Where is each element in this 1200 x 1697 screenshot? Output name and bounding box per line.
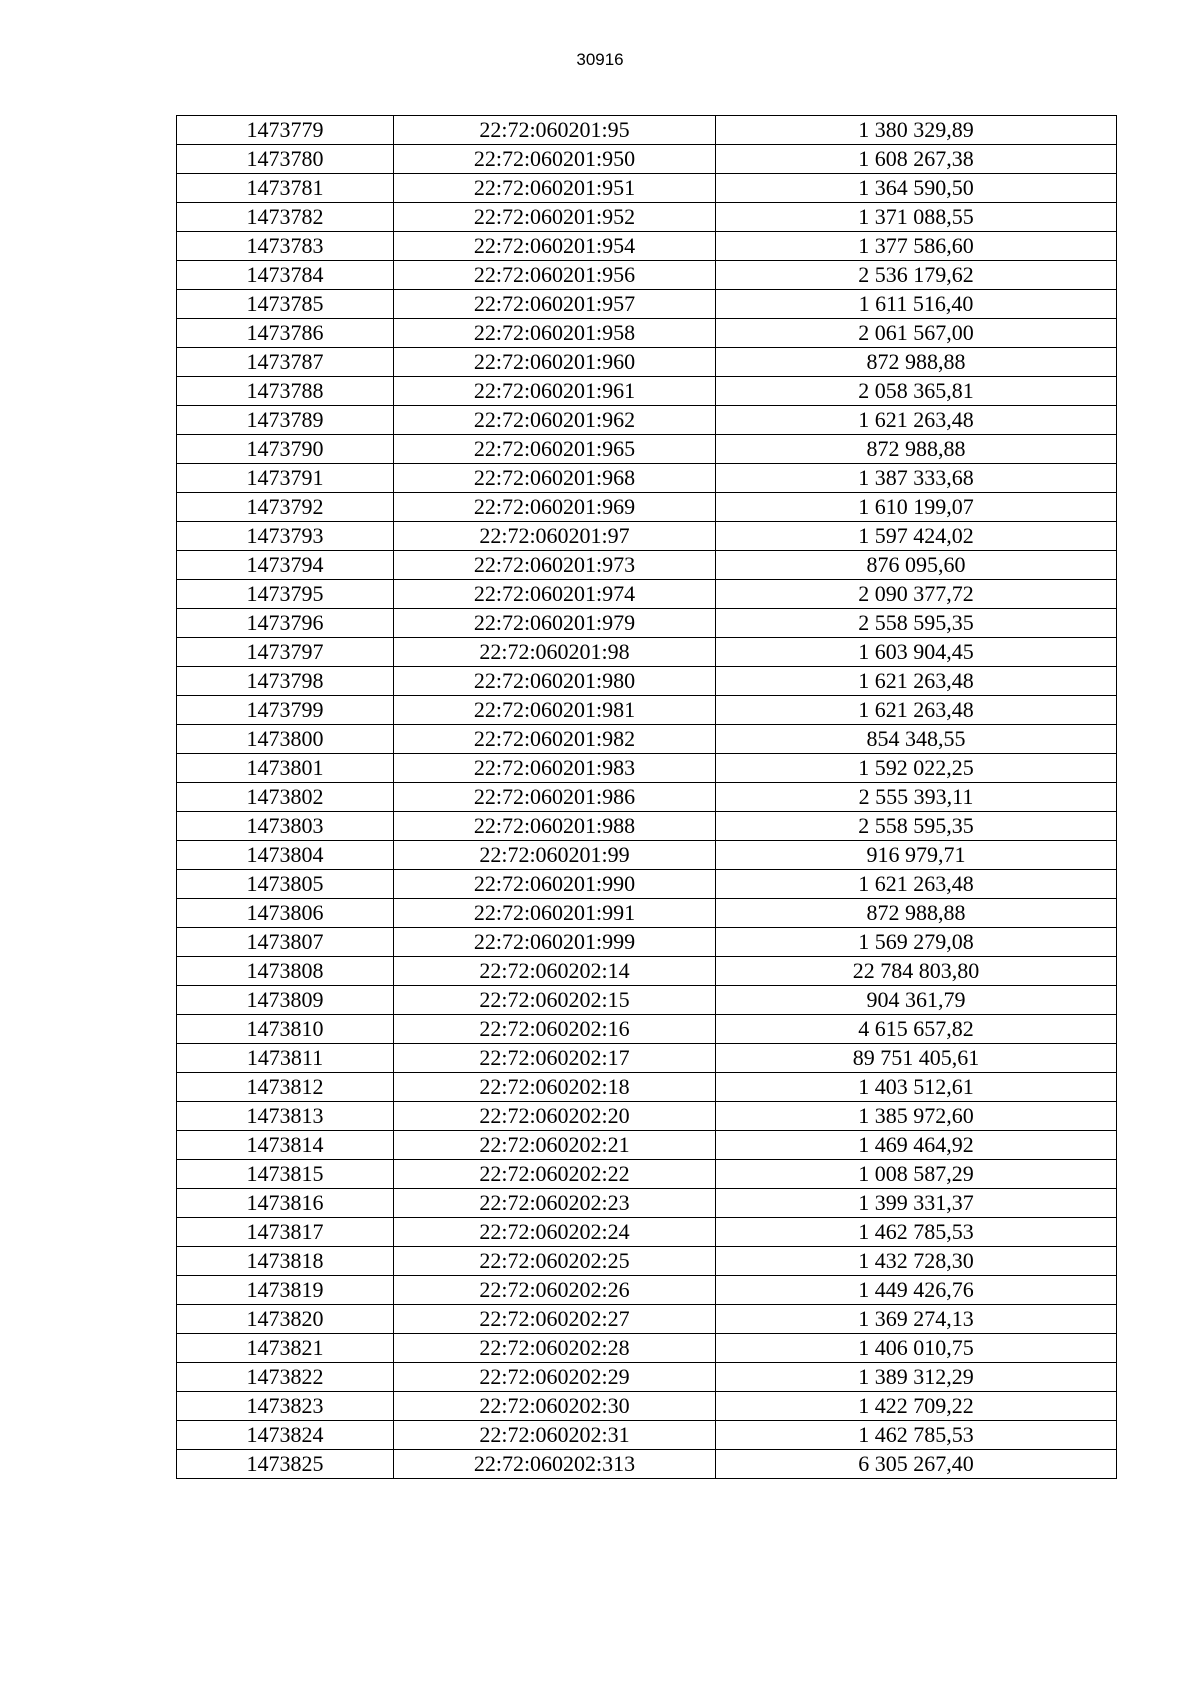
- table-row: [177, 493, 1117, 522]
- cadastral-number-cell: 22:72:060202:21: [394, 1131, 716, 1160]
- row-number-cell: 1473793: [177, 522, 394, 551]
- cadastral-number-cell: 22:72:060201:98: [394, 638, 716, 667]
- table-row: [177, 928, 1117, 957]
- row-number-cell: 1473785: [177, 290, 394, 319]
- cadastral-number-cell: 22:72:060201:979: [394, 609, 716, 638]
- row-number-cell: 1473784: [177, 261, 394, 290]
- table-row: [177, 464, 1117, 493]
- table-row: [177, 841, 1117, 870]
- row-number-cell: 1473797: [177, 638, 394, 667]
- cadastral-number-cell: 22:72:060201:950: [394, 145, 716, 174]
- registry-table: [176, 115, 1117, 1479]
- cadastral-number-cell: 22:72:060202:22: [394, 1160, 716, 1189]
- row-number-cell: 1473792: [177, 493, 394, 522]
- cadastral-number-cell: 22:72:060202:31: [394, 1421, 716, 1450]
- cadastral-value-cell: 1 385 972,60: [716, 1102, 1117, 1131]
- cadastral-number-cell: 22:72:060202:313: [394, 1450, 716, 1479]
- row-number-cell: 1473796: [177, 609, 394, 638]
- table-row: [177, 1305, 1117, 1334]
- row-number-cell: 1473781: [177, 174, 394, 203]
- row-number-cell: 1473790: [177, 435, 394, 464]
- cadastral-value-cell: 2 536 179,62: [716, 261, 1117, 290]
- cadastral-value-cell: 22 784 803,80: [716, 957, 1117, 986]
- cadastral-number-cell: 22:72:060201:958: [394, 319, 716, 348]
- cadastral-value-cell: 872 988,88: [716, 899, 1117, 928]
- cadastral-value-cell: 2 558 595,35: [716, 609, 1117, 638]
- row-number-cell: 1473782: [177, 203, 394, 232]
- table-row: [177, 522, 1117, 551]
- cadastral-number-cell: 22:72:060201:954: [394, 232, 716, 261]
- cadastral-number-cell: 22:72:060201:974: [394, 580, 716, 609]
- row-number-cell: 1473780: [177, 145, 394, 174]
- cadastral-value-cell: 1 569 279,08: [716, 928, 1117, 957]
- row-number-cell: 1473806: [177, 899, 394, 928]
- table-row: [177, 986, 1117, 1015]
- table-row: [177, 435, 1117, 464]
- table-row: [177, 1392, 1117, 1421]
- table-row: [177, 1247, 1117, 1276]
- cadastral-number-cell: 22:72:060201:981: [394, 696, 716, 725]
- row-number-cell: 1473822: [177, 1363, 394, 1392]
- cadastral-value-cell: 872 988,88: [716, 435, 1117, 464]
- table-row: [177, 1363, 1117, 1392]
- cadastral-value-cell: 1 610 199,07: [716, 493, 1117, 522]
- table-row: [177, 1189, 1117, 1218]
- cadastral-number-cell: 22:72:060201:988: [394, 812, 716, 841]
- row-number-cell: 1473802: [177, 783, 394, 812]
- cadastral-number-cell: 22:72:060201:99: [394, 841, 716, 870]
- cadastral-number-cell: 22:72:060201:95: [394, 116, 716, 145]
- cadastral-value-cell: 1 403 512,61: [716, 1073, 1117, 1102]
- cadastral-value-cell: 1 597 424,02: [716, 522, 1117, 551]
- table-row: [177, 783, 1117, 812]
- row-number-cell: 1473803: [177, 812, 394, 841]
- cadastral-value-cell: 1 364 590,50: [716, 174, 1117, 203]
- row-number-cell: 1473815: [177, 1160, 394, 1189]
- cadastral-number-cell: 22:72:060202:25: [394, 1247, 716, 1276]
- row-number-cell: 1473814: [177, 1131, 394, 1160]
- table-row: [177, 232, 1117, 261]
- cadastral-value-cell: 2 061 567,00: [716, 319, 1117, 348]
- table-row: [177, 203, 1117, 232]
- row-number-cell: 1473813: [177, 1102, 394, 1131]
- cadastral-number-cell: 22:72:060202:30: [394, 1392, 716, 1421]
- cadastral-value-cell: 1 389 312,29: [716, 1363, 1117, 1392]
- cadastral-value-cell: 1 377 586,60: [716, 232, 1117, 261]
- table-row: [177, 870, 1117, 899]
- row-number-cell: 1473791: [177, 464, 394, 493]
- row-number-cell: 1473798: [177, 667, 394, 696]
- registry-table-body: [177, 116, 1117, 1479]
- row-number-cell: 1473808: [177, 957, 394, 986]
- cadastral-value-cell: 1 369 274,13: [716, 1305, 1117, 1334]
- table-row: [177, 551, 1117, 580]
- cadastral-number-cell: 22:72:060202:17: [394, 1044, 716, 1073]
- row-number-cell: 1473807: [177, 928, 394, 957]
- row-number-cell: 1473799: [177, 696, 394, 725]
- cadastral-number-cell: 22:72:060201:999: [394, 928, 716, 957]
- table-row: [177, 174, 1117, 203]
- cadastral-number-cell: 22:72:060202:29: [394, 1363, 716, 1392]
- cadastral-value-cell: 876 095,60: [716, 551, 1117, 580]
- cadastral-number-cell: 22:72:060201:952: [394, 203, 716, 232]
- cadastral-value-cell: 2 058 365,81: [716, 377, 1117, 406]
- cadastral-value-cell: 1 611 516,40: [716, 290, 1117, 319]
- cadastral-value-cell: 1 621 263,48: [716, 870, 1117, 899]
- table-row: [177, 1015, 1117, 1044]
- cadastral-value-cell: 2 555 393,11: [716, 783, 1117, 812]
- cadastral-value-cell: 1 592 022,25: [716, 754, 1117, 783]
- row-number-cell: 1473817: [177, 1218, 394, 1247]
- table-row: [177, 319, 1117, 348]
- row-number-cell: 1473816: [177, 1189, 394, 1218]
- cadastral-number-cell: 22:72:060202:15: [394, 986, 716, 1015]
- table-row: [177, 377, 1117, 406]
- table-row: [177, 1218, 1117, 1247]
- cadastral-number-cell: 22:72:060201:960: [394, 348, 716, 377]
- cadastral-number-cell: 22:72:060202:24: [394, 1218, 716, 1247]
- cadastral-value-cell: 872 988,88: [716, 348, 1117, 377]
- cadastral-number-cell: 22:72:060201:965: [394, 435, 716, 464]
- cadastral-number-cell: 22:72:060201:991: [394, 899, 716, 928]
- cadastral-number-cell: 22:72:060201:97: [394, 522, 716, 551]
- table-row: [177, 1276, 1117, 1305]
- table-row: [177, 667, 1117, 696]
- row-number-cell: 1473788: [177, 377, 394, 406]
- cadastral-value-cell: 89 751 405,61: [716, 1044, 1117, 1073]
- row-number-cell: 1473801: [177, 754, 394, 783]
- cadastral-number-cell: 22:72:060201:961: [394, 377, 716, 406]
- row-number-cell: 1473805: [177, 870, 394, 899]
- row-number-cell: 1473794: [177, 551, 394, 580]
- cadastral-number-cell: 22:72:060202:23: [394, 1189, 716, 1218]
- table-row: [177, 580, 1117, 609]
- cadastral-value-cell: 1 422 709,22: [716, 1392, 1117, 1421]
- row-number-cell: 1473820: [177, 1305, 394, 1334]
- table-row: [177, 812, 1117, 841]
- cadastral-value-cell: 1 399 331,37: [716, 1189, 1117, 1218]
- row-number-cell: 1473795: [177, 580, 394, 609]
- table-row: [177, 406, 1117, 435]
- cadastral-number-cell: 22:72:060201:983: [394, 754, 716, 783]
- row-number-cell: 1473811: [177, 1044, 394, 1073]
- cadastral-number-cell: 22:72:060201:990: [394, 870, 716, 899]
- cadastral-value-cell: 2 558 595,35: [716, 812, 1117, 841]
- cadastral-value-cell: 1 371 088,55: [716, 203, 1117, 232]
- cadastral-number-cell: 22:72:060202:18: [394, 1073, 716, 1102]
- cadastral-value-cell: 4 615 657,82: [716, 1015, 1117, 1044]
- row-number-cell: 1473789: [177, 406, 394, 435]
- table-row: [177, 1450, 1117, 1479]
- cadastral-number-cell: 22:72:060201:962: [394, 406, 716, 435]
- cadastral-number-cell: 22:72:060201:968: [394, 464, 716, 493]
- table-row: [177, 1160, 1117, 1189]
- table-row: [177, 899, 1117, 928]
- cadastral-value-cell: 1 380 329,89: [716, 116, 1117, 145]
- row-number-cell: 1473779: [177, 116, 394, 145]
- row-number-cell: 1473804: [177, 841, 394, 870]
- cadastral-number-cell: 22:72:060201:973: [394, 551, 716, 580]
- cadastral-value-cell: 1 603 904,45: [716, 638, 1117, 667]
- table-row: [177, 1044, 1117, 1073]
- cadastral-number-cell: 22:72:060202:28: [394, 1334, 716, 1363]
- cadastral-value-cell: 904 361,79: [716, 986, 1117, 1015]
- cadastral-number-cell: 22:72:060202:14: [394, 957, 716, 986]
- cadastral-number-cell: 22:72:060201:951: [394, 174, 716, 203]
- cadastral-value-cell: 1 449 426,76: [716, 1276, 1117, 1305]
- cadastral-value-cell: 1 608 267,38: [716, 145, 1117, 174]
- cadastral-number-cell: 22:72:060201:969: [394, 493, 716, 522]
- table-row: [177, 754, 1117, 783]
- cadastral-value-cell: 1 432 728,30: [716, 1247, 1117, 1276]
- row-number-cell: 1473783: [177, 232, 394, 261]
- row-number-cell: 1473821: [177, 1334, 394, 1363]
- table-row: [177, 957, 1117, 986]
- row-number-cell: 1473819: [177, 1276, 394, 1305]
- table-row: [177, 1073, 1117, 1102]
- table-row: [177, 609, 1117, 638]
- table-row: [177, 145, 1117, 174]
- row-number-cell: 1473786: [177, 319, 394, 348]
- table-row: [177, 1421, 1117, 1450]
- row-number-cell: 1473810: [177, 1015, 394, 1044]
- cadastral-number-cell: 22:72:060201:986: [394, 783, 716, 812]
- table-row: [177, 1334, 1117, 1363]
- cadastral-number-cell: 22:72:060201:956: [394, 261, 716, 290]
- row-number-cell: 1473824: [177, 1421, 394, 1450]
- cadastral-value-cell: 1 387 333,68: [716, 464, 1117, 493]
- cadastral-number-cell: 22:72:060201:980: [394, 667, 716, 696]
- page-number: 30916: [576, 50, 624, 69]
- row-number-cell: 1473809: [177, 986, 394, 1015]
- row-number-cell: 1473800: [177, 725, 394, 754]
- cadastral-number-cell: 22:72:060202:20: [394, 1102, 716, 1131]
- cadastral-value-cell: 1 621 263,48: [716, 667, 1117, 696]
- cadastral-value-cell: 6 305 267,40: [716, 1450, 1117, 1479]
- cadastral-value-cell: 854 348,55: [716, 725, 1117, 754]
- table-row: [177, 1131, 1117, 1160]
- cadastral-number-cell: 22:72:060202:27: [394, 1305, 716, 1334]
- row-number-cell: 1473825: [177, 1450, 394, 1479]
- cadastral-value-cell: 1 462 785,53: [716, 1421, 1117, 1450]
- table-row: [177, 638, 1117, 667]
- row-number-cell: 1473823: [177, 1392, 394, 1421]
- row-number-cell: 1473812: [177, 1073, 394, 1102]
- cadastral-value-cell: 916 979,71: [716, 841, 1117, 870]
- table-row: [177, 261, 1117, 290]
- cadastral-value-cell: 1 621 263,48: [716, 696, 1117, 725]
- cadastral-value-cell: 1 621 263,48: [716, 406, 1117, 435]
- cadastral-value-cell: 1 008 587,29: [716, 1160, 1117, 1189]
- cadastral-value-cell: 2 090 377,72: [716, 580, 1117, 609]
- cadastral-value-cell: 1 406 010,75: [716, 1334, 1117, 1363]
- cadastral-number-cell: 22:72:060201:957: [394, 290, 716, 319]
- table-row: [177, 725, 1117, 754]
- cadastral-value-cell: 1 469 464,92: [716, 1131, 1117, 1160]
- table-row: [177, 290, 1117, 319]
- cadastral-number-cell: 22:72:060201:982: [394, 725, 716, 754]
- row-number-cell: 1473818: [177, 1247, 394, 1276]
- cadastral-value-cell: 1 462 785,53: [716, 1218, 1117, 1247]
- table-row: [177, 1102, 1117, 1131]
- table-row: [177, 116, 1117, 145]
- cadastral-number-cell: 22:72:060202:16: [394, 1015, 716, 1044]
- table-row: [177, 696, 1117, 725]
- cadastral-number-cell: 22:72:060202:26: [394, 1276, 716, 1305]
- row-number-cell: 1473787: [177, 348, 394, 377]
- table-row: [177, 348, 1117, 377]
